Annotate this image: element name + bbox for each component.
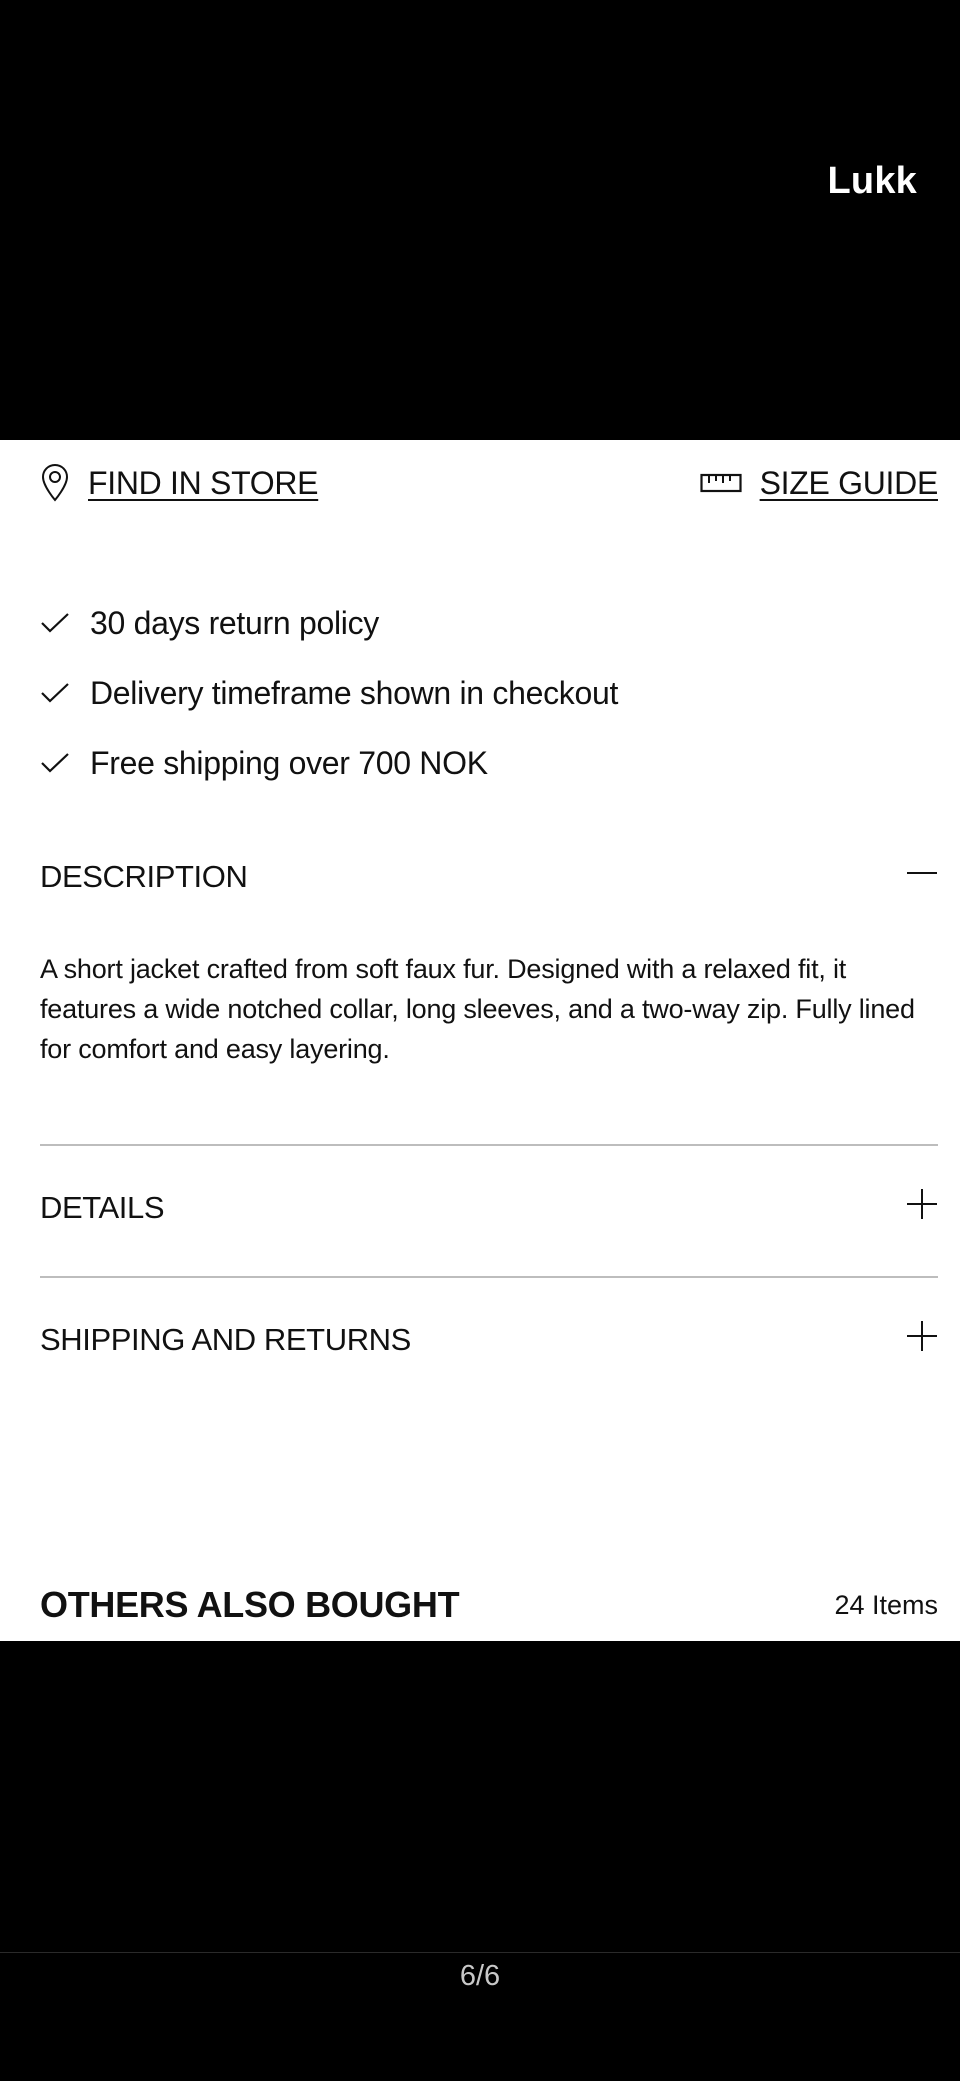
divider: [40, 1144, 938, 1146]
perk-text: Delivery timeframe shown in checkout: [90, 674, 619, 711]
others-also-bought-title: OTHERS ALSO BOUGHT: [40, 1584, 460, 1625]
find-in-store-link[interactable]: [40, 463, 318, 503]
details-toggle[interactable]: [40, 1188, 938, 1228]
description-text: A short jacket crafted from soft faux fur. Designed with a relaxed fit, it features a wide notched collar, long sleeves, and a two-way zip. Fully lined for comfort and easy layering.: [40, 954, 915, 1064]
find-in-store-label: FIND IN STORE: [88, 464, 319, 501]
check-icon: [40, 612, 90, 634]
product-screenshot-panel: [0, 440, 960, 1641]
ruler-icon: [700, 472, 742, 494]
perk-text: Free shipping over 700 NOK: [90, 744, 488, 781]
divider: [40, 1276, 938, 1278]
shipping-title: SHIPPING AND RETURNS: [40, 1322, 411, 1357]
perk-item: [40, 588, 920, 658]
plus-icon: [906, 1188, 938, 1228]
location-pin-icon: [40, 463, 70, 503]
check-icon: [40, 752, 90, 774]
description-title: DESCRIPTION: [40, 859, 248, 894]
viewer-top-area: [0, 0, 960, 440]
size-guide-link[interactable]: [700, 465, 938, 502]
size-guide-label: SIZE GUIDE: [759, 464, 938, 501]
description-toggle[interactable]: [40, 857, 938, 897]
perk-item: [40, 728, 920, 798]
store-links-row: [40, 459, 938, 507]
perks-list: [40, 588, 920, 798]
perk-item: [40, 658, 920, 728]
plus-icon: [906, 1320, 938, 1360]
details-title: DETAILS: [40, 1190, 165, 1225]
description-section: [40, 857, 938, 1069]
shipping-toggle[interactable]: [40, 1320, 938, 1360]
minus-icon: [906, 857, 938, 897]
details-section: [40, 1188, 938, 1228]
close-button[interactable]: Lukk: [827, 160, 917, 202]
items-count: 24 Items: [834, 1589, 938, 1620]
perk-text: 30 days return policy: [90, 604, 379, 641]
others-also-bought-header: [40, 1584, 938, 1626]
page-counter: 6/6: [459, 1960, 501, 1992]
check-icon: [40, 682, 90, 704]
shipping-section: [40, 1320, 938, 1360]
